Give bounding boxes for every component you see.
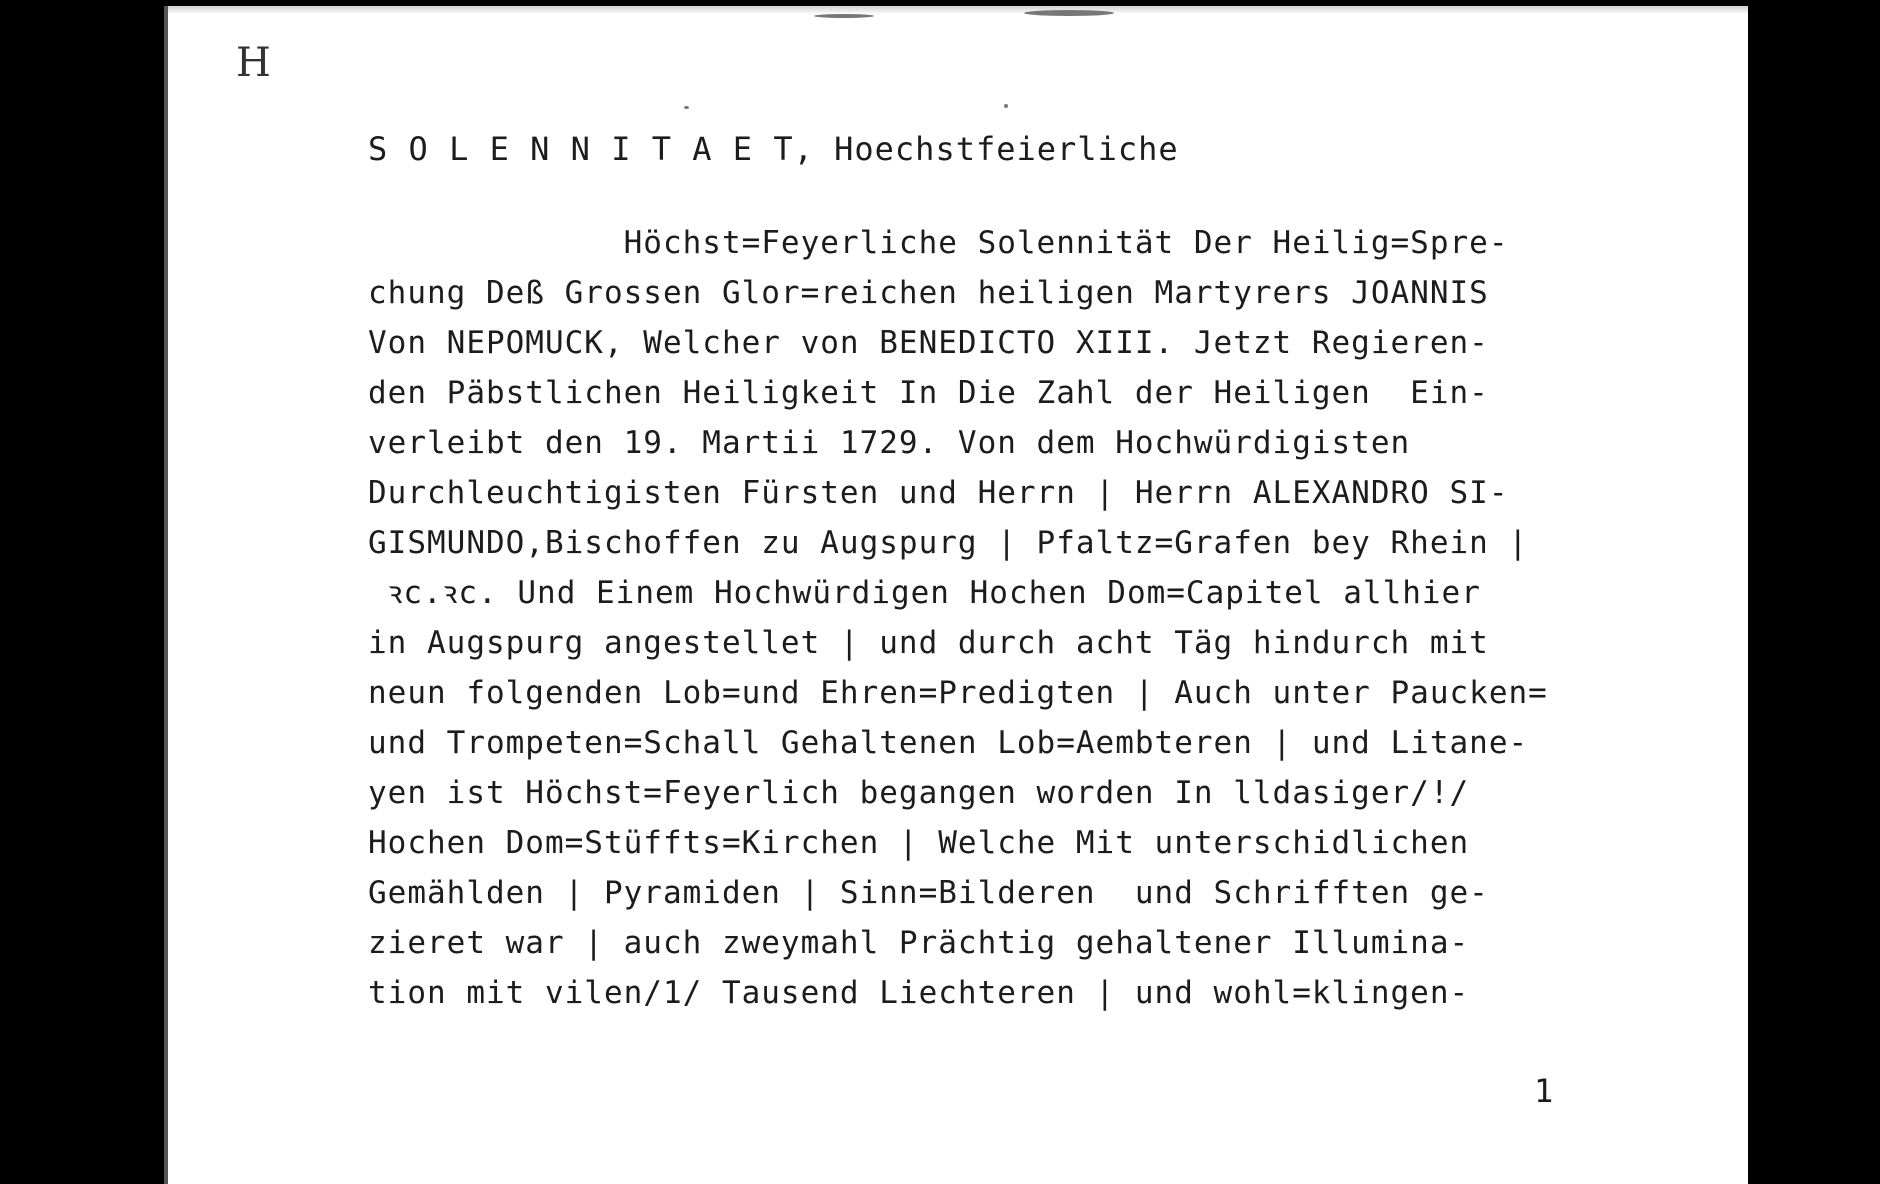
text-line: und Trompeten=Schall Gehaltenen Lob=Aembteren | und Litane- [368, 725, 1529, 761]
text-line: zieret war | auch zweymahl Prächtig gehaltener Illumina- [368, 925, 1470, 961]
scan-artifact [684, 106, 689, 109]
text-line: verleibt den 19. Martii 1729. Von dem Hochwürdigisten [368, 425, 1411, 461]
text-line: Gemählden | Pyramiden | Sinn=Bilderen und Schrifften ge- [368, 875, 1489, 911]
text-line: Hochen Dom=Stüffts=Kirchen | Welche Mit unterschidlichen [368, 825, 1470, 861]
text-line: tion mit vilen/1/ Tausend Liechteren | und wohl=klingen- [368, 975, 1470, 1011]
scan-artifact [1004, 104, 1008, 108]
document-body [368, 218, 1548, 1018]
text-line: neun folgenden Lob=und Ehren=Predigten | Auch unter Paucken= [368, 675, 1548, 711]
text-line: in Augspurg angestellet | und durch acht Täg hindurch mit [368, 625, 1489, 661]
text-line: yen ist Höchst=Feyerlich begangen worden In lldasiger/!/ [368, 775, 1470, 811]
page-number: 1 [1534, 1072, 1555, 1110]
text-line: den Päbstlichen Heiligkeit In Die Zahl der Heiligen Ein- [368, 375, 1489, 411]
document-heading: S O L E N N I T A E T, Hoechstfeierliche [368, 130, 1179, 168]
text-line: Durchleuchtigisten Fürsten und Herrn | Herrn ALEXANDRO SI- [368, 475, 1509, 511]
text-line: Höchst=Feyerliche Solennität Der Heilig=Spre- [368, 225, 1509, 261]
corner-mark: H [236, 40, 271, 86]
scan-artifact [814, 14, 874, 18]
text-line: GISMUNDO,Bischoffen zu Augspurg | Pfaltz=Grafen bey Rhein | [368, 525, 1529, 561]
text-line: chung Deß Grossen Glor=reichen heiligen Martyrers JOANNIS [368, 275, 1489, 311]
text-line: Von NEPOMUCK, Welcher von BENEDICTO XIII. Jetzt Regieren- [368, 325, 1489, 361]
text-line: ꝛc.ꝛc. Und Einem Hochwürdigen Hochen Dom=Capitel allhier [368, 575, 1481, 611]
scan-artifact [1024, 10, 1114, 16]
scanned-page [164, 6, 1748, 1184]
